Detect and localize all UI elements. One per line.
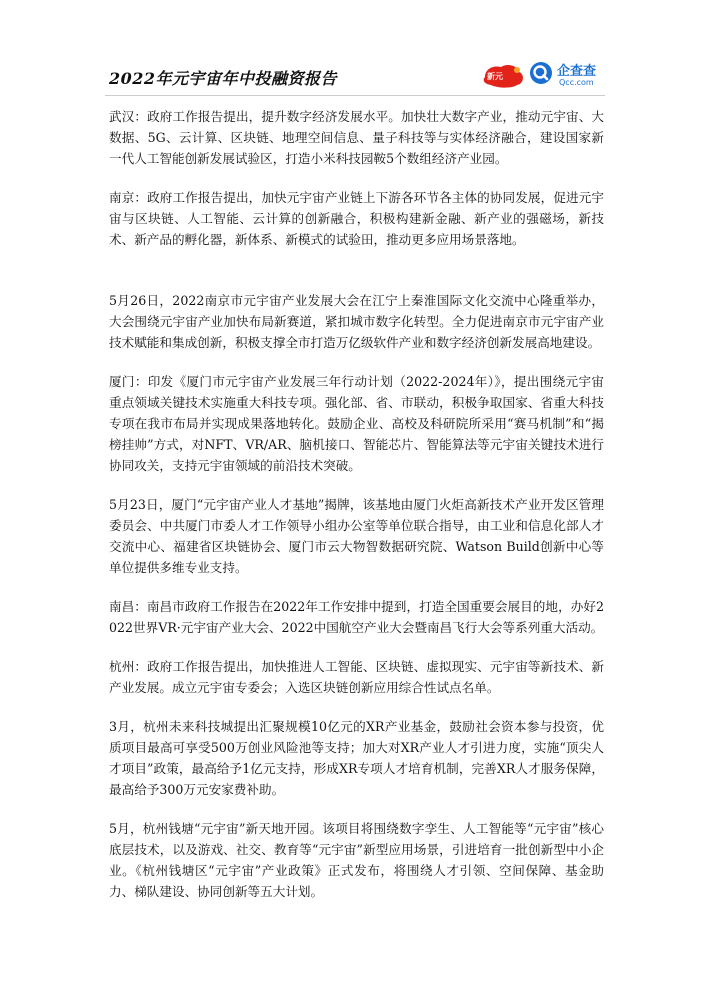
paragraph-xiamen-talent-base: 5月23日，厦门“元宇宙产业人才基地”揭牌，该基地由厦门火炬高新技术产业开发区管理委员会、中共厦门市委人才工作领导小组办公室等单位联合指导，由工业和信息化部人才交流中心、福建省区块链协会、厦门市云大物智数据研究院、Watson Build创新中心等单位提供多维专业支持。 <box>109 497 604 575</box>
paragraph-hangzhou-xr-fund: 3月，杭州未来科技城提出汇聚规模10亿元的XR产业基金，鼓励社会资本参与投资，优质项目最高可享受500万创业风险池等支持；加大对XR产业人才引进力度，实施“顶尖人才项目”政策，最高给予1亿元支持，形成XR专项人才培育机制，完善XR人才服务保障，最高给予300万元安家费补助。 <box>109 719 604 797</box>
document-body <box>109 106 604 902</box>
brand-badge-icon <box>481 63 525 89</box>
paragraph-nanchang: 南昌：南昌市政府工作报告在2022年工作安排中提到，打造全国重要会展目的地，办好2022世界VR·元宇宙产业大会、2022中国航空产业大会暨南昌飞行大会等系列重大活动。 <box>109 599 604 635</box>
paragraph-nanjing: 南京：政府工作报告提出，加快元宇宙产业链上下游各环节各主体的协同发展，促进元宇宙与区块链、人工智能、云计算的创新融合，积极构建新金融、新产业的强磁场，新技术、新产品的孵化器，新体系、新模式的试验田，推动更多应用场景落地。 <box>109 190 604 247</box>
header-divider <box>105 95 605 96</box>
logo-group <box>481 58 605 92</box>
paragraph-wuhan: 武汉：政府工作报告提出，提升数字经济发展水平。加快壮大数字产业，推动元宇宙、大数据、5G、云计算、区块链、地理空间信息、量子科技等与实体经济融合，建设国家新一代人工智能创新发展试验区，打造小米科技园鞍5个数组经济产业园。 <box>109 109 604 166</box>
logo-name: 企查查 <box>557 64 597 79</box>
logo-url: Qcc.com <box>559 78 594 87</box>
report-title: 2022年元宇宙年中投融资报告 <box>109 69 338 88</box>
qcc-logo-icon <box>529 61 553 85</box>
badge-text: 新元 <box>487 72 503 81</box>
paragraph-hangzhou: 杭州：政府工作报告提出，加快推进人工智能、区块链、虚拟现实、元宇宙等新技术、新产业发展。成立元宇宙专委会；入选区块链创新应用综合性试点名单。 <box>109 659 604 695</box>
paragraph-nanjing-conference: 5月26日，2022南京市元宇宙产业发展大会在江宁上秦淮国际文化交流中心隆重举办，大会围绕元宇宙产业加快布局新赛道，紧扣城市数字化转型。全力促进南京市元宇宙产业技术赋能和集成创新，积极支撑全市打造万亿级软件产业和数字经济创新发展高地建设。 <box>109 293 604 350</box>
paragraph-xiamen: 厦门：印发《厦门市元宇宙产业发展三年行动计划（2022-2024年）》，提出围绕元宇宙重点领域关键技术实施重大科技专项。强化部、省、市联动，积极争取国家、省重大科技专项在我市布局并实现成果落地转化。鼓励企业、高校及科研院所采用“赛马机制”和“揭榜挂帅”方式，对NFT、VR/AR、脑机接口、智能芯片、智能算法等元宇宙关键技术进行协同攻关，支持元宇宙领域的前沿技术突破。 <box>109 374 604 473</box>
page-header <box>105 58 605 98</box>
paragraph-hangzhou-qiantang: 5月，杭州钱塘“元宇宙”新天地开园。该项目将围绕数字孪生、人工智能等“元宇宙”核心底层技术，以及游戏、社交、教育等“元宇宙”新型应用场景，引进培育一批创新型中小企业。《杭州钱塘区“元宇宙”产业政策》正式发布，将围绕人才引领、空间保障、基金助力、梯队建设、协同创新等五大计划。 <box>109 821 604 899</box>
